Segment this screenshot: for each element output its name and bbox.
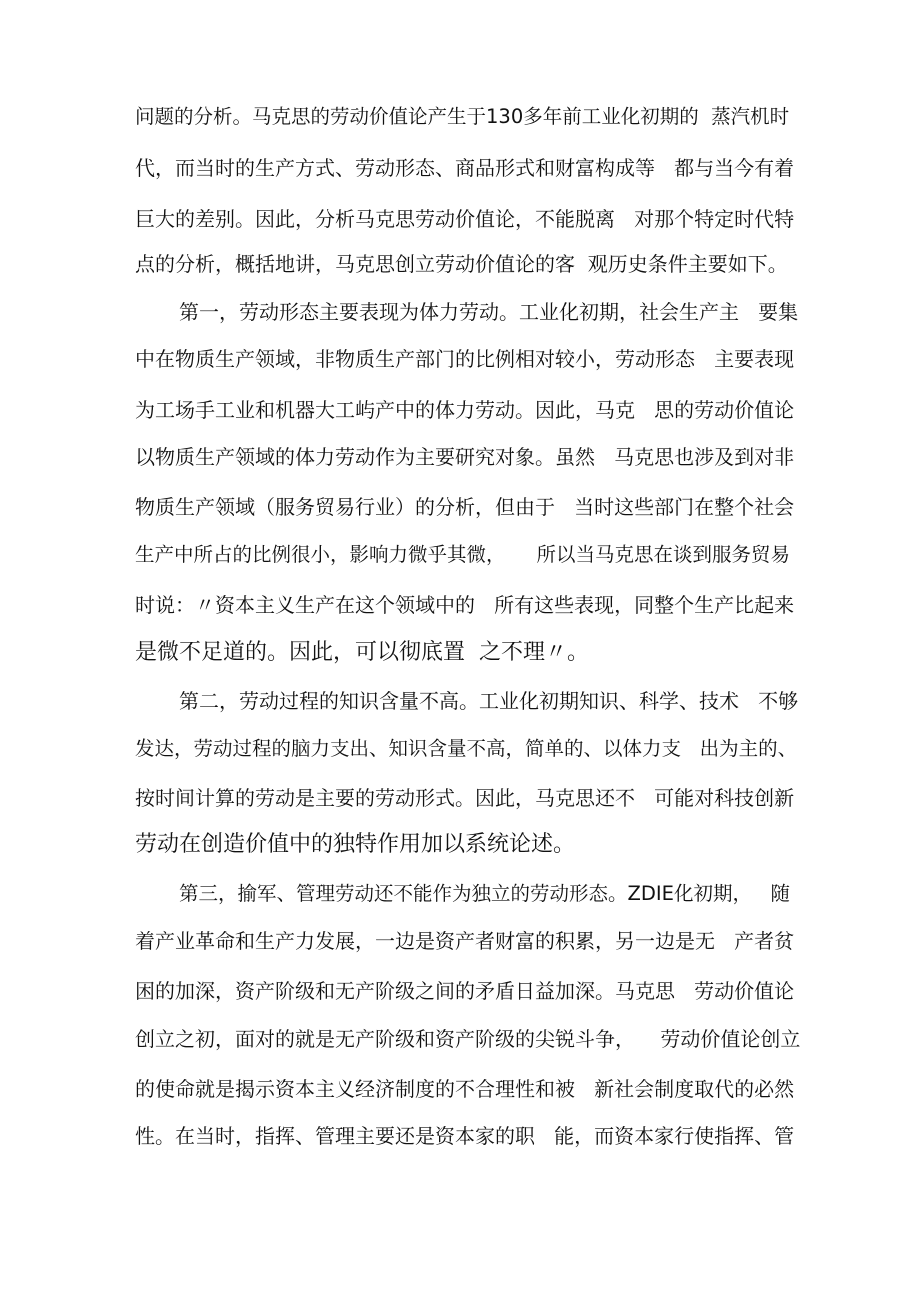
text-line: 困的加深，资产阶级和无产阶级之间的矛盾日益加深。马克思 劳动价值论: [135, 979, 795, 1003]
text-line: 第一，劳动形态主要表现为体力劳动。工业化初期，社会生产主 要集: [179, 300, 799, 324]
text-line: 点的分析，概括地讲，马克思创立劳动价值论的客 观历史条件主要如下。: [135, 252, 788, 276]
text-line: 的使命就是揭示资本主义经济制度的不合理性和被 新社会制度取代的必然: [135, 1077, 795, 1101]
text-line: 中在物质生产领域，非物质生产部门的比例相对较小，劳动形态 主要表现: [135, 347, 795, 371]
text-line: 按时间计算的劳动是主要的劳动形式。因此，马克思还不 可能对科技创新: [135, 786, 795, 810]
text-line: 第二，劳动过程的知识含量不高。工业化初期知识、科学、技术 不够: [179, 689, 799, 713]
text-line: 巨大的差别。因此，分析马克思劳动价值论，不能脱离 对那个特定时代特: [135, 207, 795, 231]
text-line: 发达，劳动过程的脑力支出、知识含量不高，简单的、以体力支 出为主的、: [135, 737, 798, 760]
text-line: 创立之初，面对的就是无产阶级和资产阶级的尖锐斗争， 劳动价值论创立: [135, 1027, 801, 1051]
text-line: 以物质生产领域的体力劳动作为主要研究对象。虽然 马克思也涉及到对非: [135, 445, 795, 469]
text-line: 第三，揄军、管理劳动还不能作为独立的劳动形态。ZDIE化初期， 随: [179, 882, 791, 905]
text-line: 着产业革命和生产力发展，一边是资产者财富的积累，另一边是无 产者贫: [135, 929, 795, 953]
text-line: 劳动在创造价值中的独特作用加以系统论述。: [135, 832, 576, 857]
text-line: 物质生产领域（服务贸易行业）的分析，但由于 当时这些部门在整个社会: [135, 495, 795, 519]
text-line: 时说：〃资本主义生产在这个领域中的 所有这些表现，同整个生产比起来: [135, 593, 795, 617]
text-line: 生产中所占的比例很小，影响力微乎其微， 所以当马克思在谈到服务贸易: [135, 543, 790, 566]
text-line: 问题的分析。马克思的劳动价值论产生于130多年前工业化初期的 蒸汽机时: [135, 105, 790, 128]
text-line: 是微不足道的。因此，可以彻底置 之不理〃。: [135, 640, 589, 665]
text-line: 性。在当时，指挥、管理主要还是资本家的职 能，而资本家行使指挥、管: [135, 1124, 795, 1148]
text-line: 代，而当时的生产方式、劳动形态、商品形式和财富构成等 都与当今有着: [135, 156, 795, 180]
text-line: 为工场手工业和机器大工屿产中的体力劳动。因此，马克 思的劳动价值论: [135, 398, 795, 422]
